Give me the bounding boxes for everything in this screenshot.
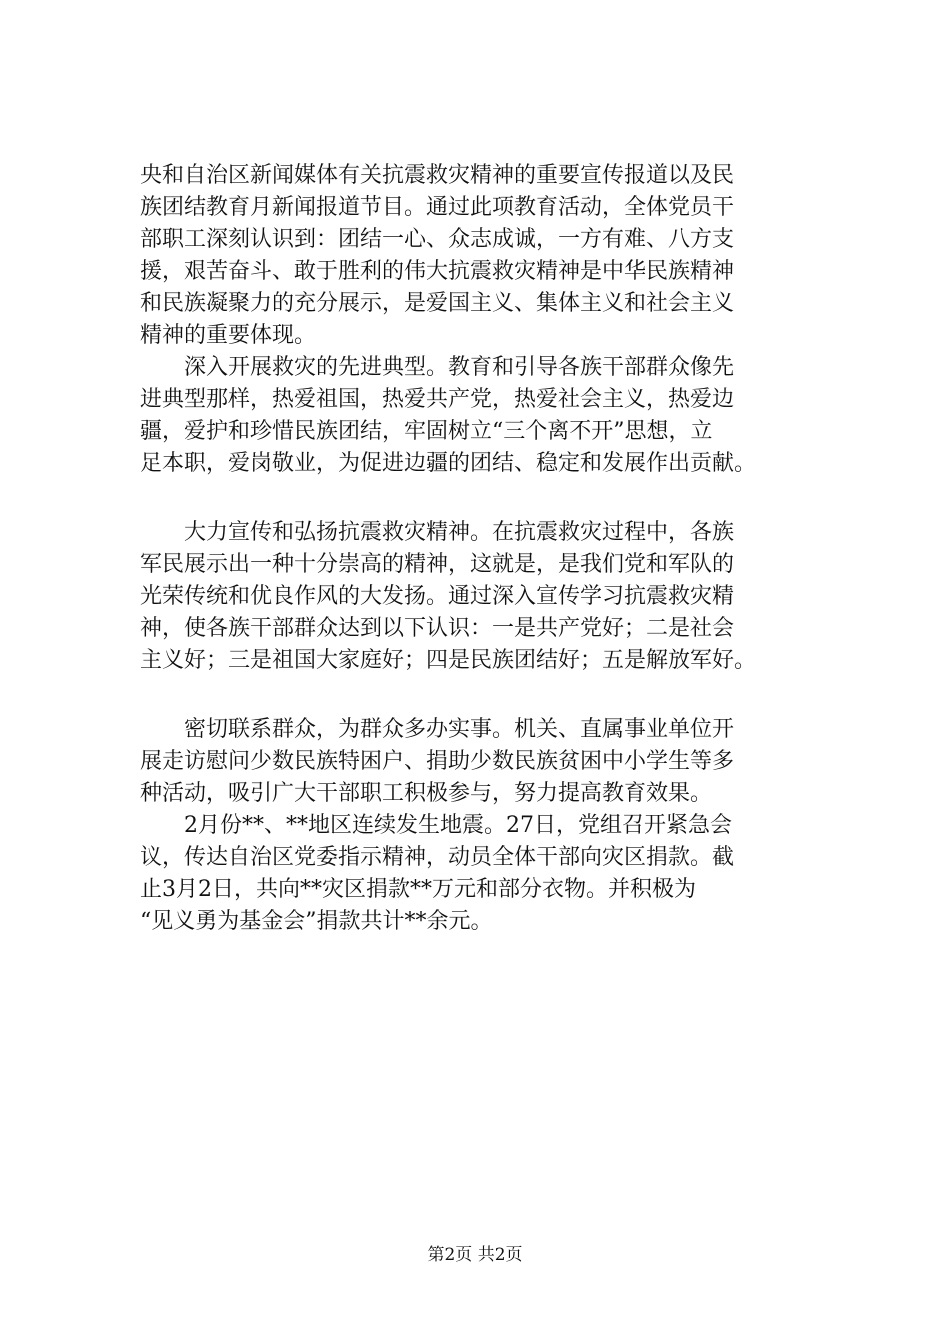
body-line: 和民族凝聚力的充分展示，是爱国主义、集体主义和社会主义 <box>140 291 735 316</box>
body-line: 军民展示出一种十分崇高的精神，这就是，是我们党和军队的 <box>140 552 735 577</box>
body-line: 2月份**、**地区连续发生地震。27日，党组召开紧急会 <box>184 813 732 838</box>
body-line: 部职工深刻认识到：团结一心、众志成诚，一方有难、八方支 <box>140 227 735 252</box>
body-line: 议，传达自治区党委指示精神，动员全体干部向灾区捐款。截 <box>140 845 735 870</box>
body-line: 止3月2日，共向**灾区捐款**万元和部分衣物。并积极为 <box>140 877 696 902</box>
body-line: 展走访慰问少数民族特困户、捐助少数民族贫困中小学生等多 <box>140 749 735 774</box>
body-line: 精神的重要体现。 <box>140 323 317 348</box>
body-line: 深入开展救灾的先进典型。教育和引导各族干部群众像先 <box>184 355 735 380</box>
body-line: 疆，爱护和珍惜民族团结，牢固树立“三个离不开”思想，立 <box>140 419 713 444</box>
page-footer <box>0 1243 950 1267</box>
paragraph-gap <box>140 480 860 517</box>
body-line: 密切联系群众，为群众多办实事。机关、直属事业单位开 <box>184 717 735 742</box>
body-line: 央和自治区新闻媒体有关抗震救灾精神的重要宣传报道以及民 <box>140 163 735 188</box>
body-line: 神，使各族干部群众达到以下认识：一是共产党好；二是社会 <box>140 616 735 641</box>
page-indicator: 第2页 共2页 <box>427 1245 523 1265</box>
body-line: 进典型那样，热爱祖国，热爱共产党，热爱社会主义，热爱边 <box>140 387 735 412</box>
body-line: 种活动，吸引广大干部职工积极参与，努力提高教育效果。 <box>140 781 713 806</box>
body-line: 族团结教育月新闻报道节目。通过此项教育活动，全体党员干 <box>140 195 735 220</box>
body-line: 援，艰苦奋斗、敢于胜利的伟大抗震救灾精神是中华民族精神 <box>140 259 735 284</box>
document-body <box>140 160 860 938</box>
paragraph-gap <box>140 677 860 714</box>
body-line: 足本职，爱岗敬业，为促进边疆的团结、稳定和发展作出贡献。 <box>140 451 757 476</box>
body-line: 主义好；三是祖国大家庭好；四是民族团结好；五是解放军好。 <box>140 648 757 673</box>
body-line: 大力宣传和弘扬抗震救灾精神。在抗震救灾过程中，各族 <box>184 520 735 545</box>
body-line: “见义勇为基金会”捐款共计**余元。 <box>140 909 493 934</box>
body-line: 光荣传统和优良作风的大发扬。通过深入宣传学习抗震救灾精 <box>140 584 735 609</box>
